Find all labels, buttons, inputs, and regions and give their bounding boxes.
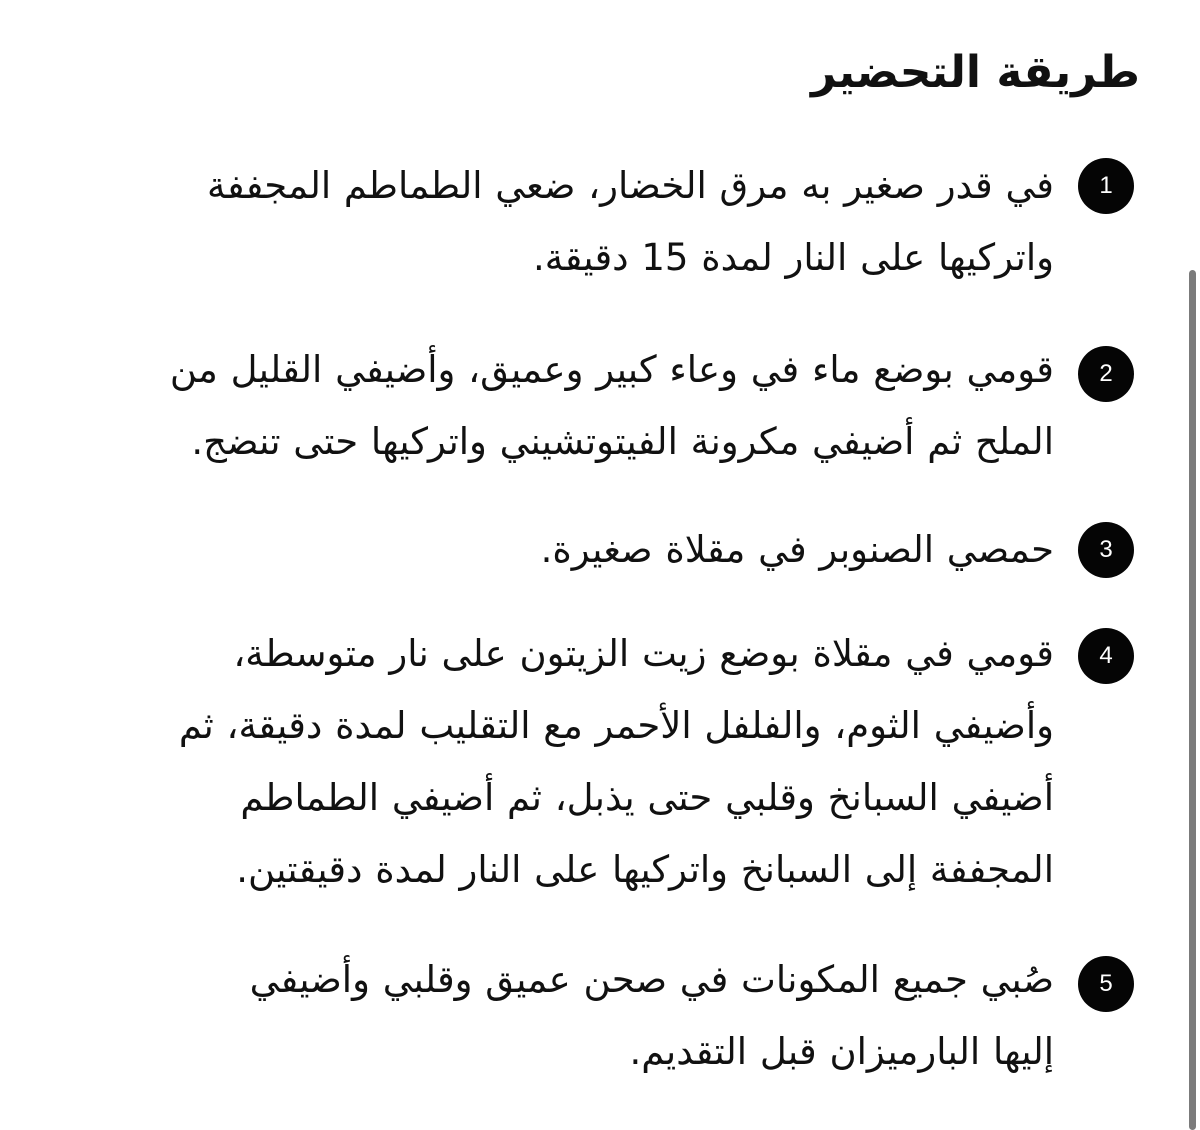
step-item bbox=[54, 150, 1134, 326]
step-number-badge: 4 bbox=[1078, 628, 1134, 684]
step-text-line: قومي بوضع ماء في وعاء كبير وعميق، وأضيفي القليل من bbox=[169, 348, 1054, 391]
step-item bbox=[54, 944, 1134, 1090]
step-number-badge: 3 bbox=[1078, 522, 1134, 578]
step-text-line: الملح ثم أضيفي مكرونة الفيتوتشيني واتركيها حتى تنضج. bbox=[191, 420, 1054, 463]
page-title: طريقة التحضير bbox=[811, 47, 1140, 98]
step-text-line: صُبي جميع المكونات في صحن عميق وقلبي وأضيفي bbox=[249, 958, 1054, 1001]
step-text-line: حمصي الصنوبر في مقلاة صغيرة. bbox=[540, 528, 1054, 571]
step-text bbox=[54, 150, 1054, 294]
step-text bbox=[54, 618, 1054, 906]
step-text-line: واتركيها على النار لمدة 15 دقيقة. bbox=[532, 236, 1054, 279]
step-text bbox=[54, 334, 1054, 478]
step-text-line: إليها البارميزان قبل التقديم. bbox=[629, 1030, 1054, 1073]
step-number-badge: 2 bbox=[1078, 346, 1134, 402]
step-text-line: في قدر صغير به مرق الخضار، ضعي الطماطم المجففة bbox=[207, 164, 1054, 207]
step-text-line: أضيفي السبانخ وقلبي حتى يذبل، ثم أضيفي الطماطم bbox=[240, 776, 1054, 819]
preparation-steps-list bbox=[54, 150, 1134, 1090]
step-number-badge: 5 bbox=[1078, 956, 1134, 1012]
step-item bbox=[54, 618, 1134, 944]
step-text-line: وأضيفي الثوم، والفلفل الأحمر مع التقليب لمدة دقيقة، ثم bbox=[178, 704, 1054, 747]
step-number-badge: 1 bbox=[1078, 158, 1134, 214]
step-text bbox=[54, 944, 1054, 1088]
step-text-line: قومي في مقلاة بوضع زيت الزيتون على نار متوسطة، bbox=[233, 632, 1054, 675]
step-item bbox=[54, 334, 1134, 514]
step-item bbox=[54, 514, 1134, 618]
step-text-line: المجففة إلى السبانخ واتركيها على النار لمدة دقيقتين. bbox=[236, 848, 1054, 891]
step-text bbox=[54, 514, 1054, 586]
vertical-scrollbar[interactable] bbox=[1189, 270, 1196, 1130]
